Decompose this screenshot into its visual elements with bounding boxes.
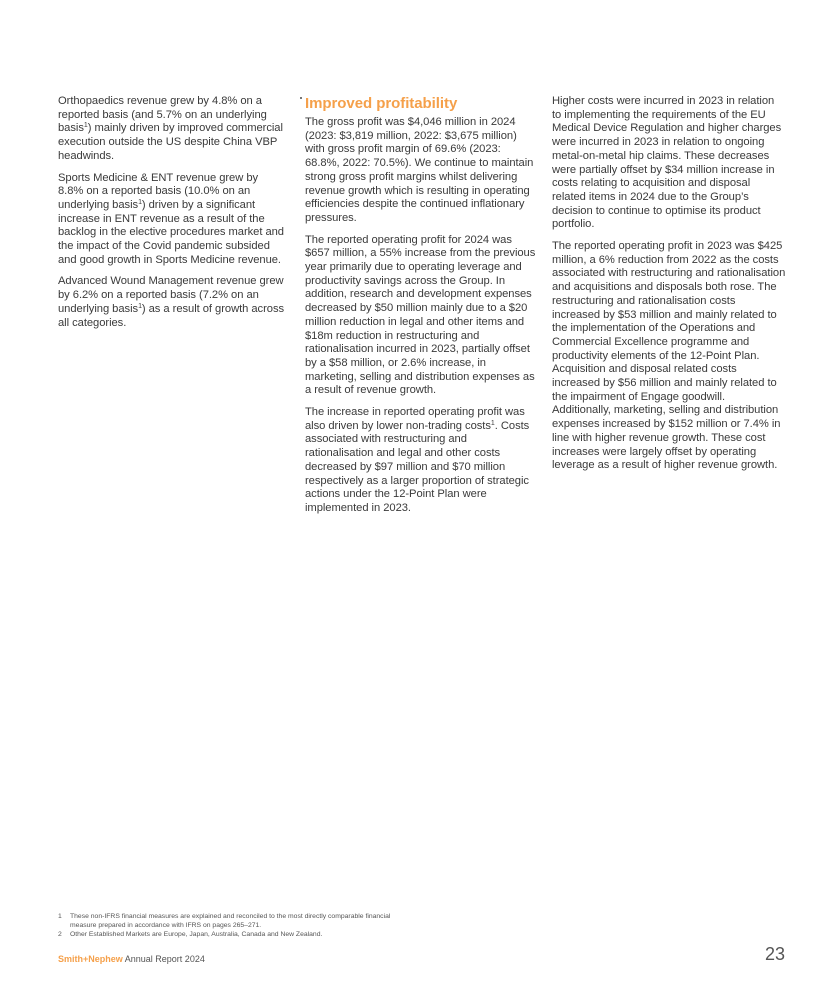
left-column [58, 95, 286, 338]
footnote: 1 These non-IFRS financial measures are explained and reconciled to the most directly comparable financial measure prepared in accordance with IFRS on pages 265–271. [58, 913, 391, 929]
higher-costs-paragraph: Higher costs were incurred in 2023 in relation to implementing the requirements of the EU Medical Device Regulation and higher charges were incurred in 2023 in relation to ongoing metal-on-metal hip claims. These decreases were partially offset by $34 million increase in costs relating to acquisition and disposal related items in 2024 due to the Group’s decision to continue to optimise its product portfolio. [552, 95, 782, 231]
page-footer [58, 954, 205, 964]
operating-profit-2023-paragraph: The reported operating profit in 2023 was $425 million, a 6% reduction from 2022 as the costs associated with restructuring and rationalisation and acquisitions and disposals both rose. The restructuring and rationalisation costs increased by $53 million and mainly related to the implementation of the Operations and Commercial Excellence programme and productivity elements of the 12-Point Plan. Acquisition and disposal related costs increased by $56 million and mainly related to the impairment of Engage goodwill. Additionally, marketing, selling and distribution expenses increased by $152 million or 7.4% in line with higher revenue growth. These cost increases were largely offset by operating leverage as a result of higher revenue growth. [552, 240, 786, 472]
operating-profit-paragraph: The reported operating profit for 2024 was $657 million, a 55% increase from the previous year primarily due to operating leverage and productivity savings across the Group. In addition, research and development expenses decreased by $50 million mainly due to a $20 million reduction in legal and other items and $18m reduction in restructuring and rationalisation incurred in 2023, partially offset by a $58 million, or 2.6% increase, in marketing, selling and distribution expenses as a result of revenue growth. [305, 233, 536, 397]
footnotes [58, 912, 418, 939]
section-heading: Improved profitability [305, 95, 537, 113]
bullet-dot [300, 97, 302, 99]
non-trading-costs-paragraph: The increase in reported operating profit was also driven by lower non-trading costs$^1$. Costs associated with restructuring and rationalisation and legal and other costs decreased by $97 million and $70 million respectively as a larger proportion of strategic actions under the 12-Point Plan were implemented in 2023. [305, 406, 530, 514]
gross-profit-paragraph: The gross profit was $4,046 million in 2024 (2023: $3,819 million, 2022: $3,675 million) with gross profit margin of 69.6% (2023: 68.8%, 2022: 70.5%). We continue to maintain strong gross profit margins whilst delivering revenue growth which is resulting in operating efficiencies despite the continued inflationary pressures. [305, 116, 534, 224]
wound-management-paragraph: Advanced Wound Management revenue grew by 6.2% on a reported basis (7.2% on an underlying basis$^1$) as a result of growth across all categories. [58, 275, 285, 329]
right-column [552, 95, 786, 481]
page-number: 23 [764, 944, 785, 964]
sports-medicine-paragraph: Sports Medicine & ENT revenue grew by 8.8% on a reported basis (10.0% on an underlying basis$^1$) driven by a significant increase in ENT revenue as a result of the backlog in the elective procedures market and the impact of the Covid pandemic subsided and good growth in Sports Medicine revenue. [58, 171, 284, 266]
report-title: Annual Report 2024 [122, 954, 205, 964]
footnote: 2 Other Established Markets are Europe, Japan, Australia, Canada and New Zealand. [58, 931, 323, 938]
middle-column [305, 95, 537, 524]
orthopaedics-paragraph: Orthopaedics revenue grew by 4.8% on a reported basis (and 5.7% on an underlying basis$^1$) mainly driven by improved commercial execution outside the US despite China VBP headwinds. [58, 95, 283, 162]
brand-name: Smith+Nephew [58, 954, 123, 964]
